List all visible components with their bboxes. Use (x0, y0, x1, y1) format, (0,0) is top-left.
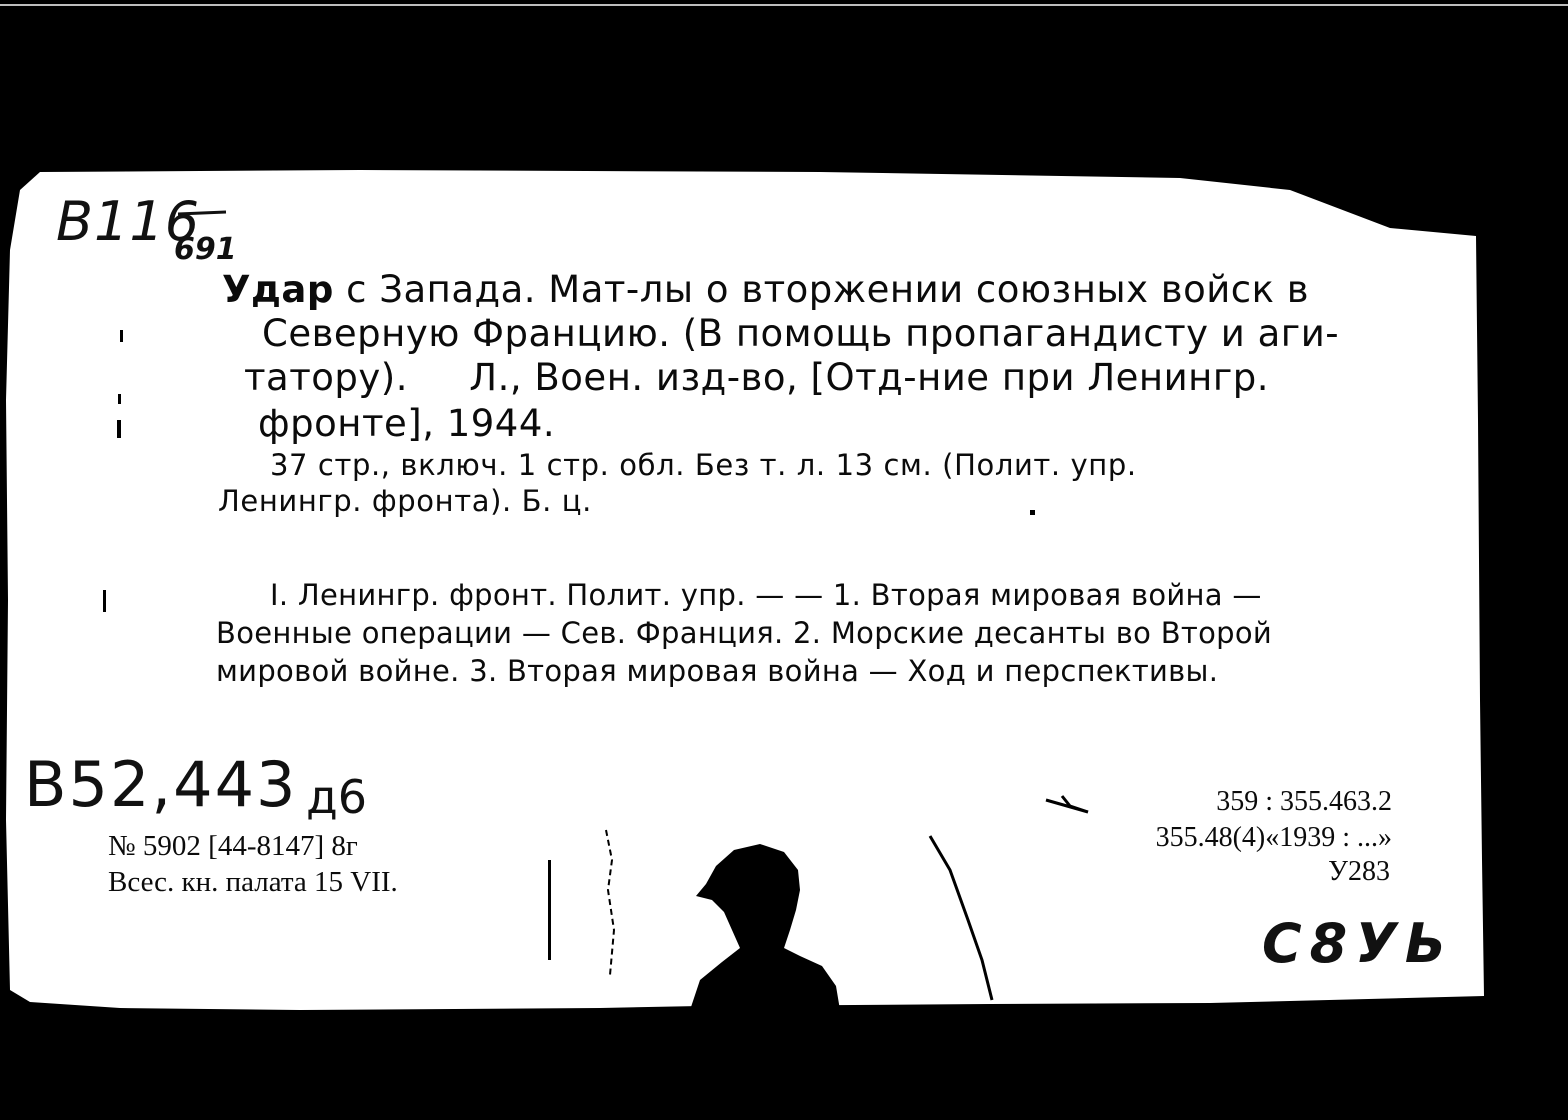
shelf-mark-bottom: B52,443 (24, 748, 298, 821)
registry-line-1: № 5902 [44-8147] 8г (108, 830, 358, 862)
subject-line-3: мировой войне. 3. Вторая мировая война — Ход и перспективы. (216, 654, 1219, 688)
title-line-1 (222, 268, 1309, 311)
title-line-2: Северную Францию. (В помощь пропагандисту и аги- (262, 312, 1340, 355)
collation-line-2: Ленингр. фронта). Б. ц. (218, 484, 592, 518)
title-lead: Удар (222, 268, 334, 311)
title-line-4: фронте], 1944. (258, 402, 556, 445)
registry-line-2: Всес. кн. палата 15 VII. (108, 866, 398, 898)
collation-line-1: 37 стр., включ. 1 стр. обл. Без т. л. 13 см. (Полит. упр. (270, 448, 1137, 482)
shelf-mark-top-sup: 691 (174, 232, 237, 267)
title-line-1-rest: с Запада. Мат-лы о вторжении союзных войск в (333, 268, 1310, 311)
subject-line-2: Военные операции — Сев. Франция. 2. Морские десанты во Второй (216, 616, 1273, 650)
title-line-3: татору). Л., Воен. изд-во, [Отд-ние при Ленингр. (244, 356, 1270, 399)
classification-line-3: У283 (1328, 856, 1390, 887)
subject-line-1: I. Ленингр. фронт. Полит. упр. — — 1. Вторая мировая война — (270, 578, 1262, 612)
shelf-mark-top: B116 (56, 190, 201, 253)
shelf-mark-bottom-suffix: д6 (306, 770, 368, 824)
classification-line-1: 359 : 355.463.2 (1216, 786, 1392, 817)
classification-line-2: 355.48(4)«1939 : ...» (1155, 822, 1392, 853)
handwritten-code: С8УЬ (1262, 912, 1454, 975)
